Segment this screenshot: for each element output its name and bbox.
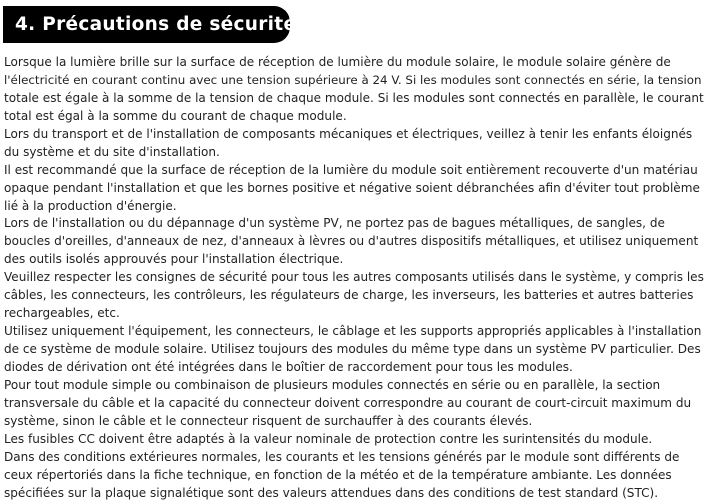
section-title-banner (3, 6, 290, 43)
text-line: Pour tout module simple ou combinaison de plusieurs modules connectés en série ou en parallèle, la section (4, 377, 704, 395)
safety-text-body (4, 54, 704, 502)
text-line: Lors de l'installation ou du dépannage d'un système PV, ne portez pas de bagues métalliques, de sangles, de (4, 215, 704, 233)
text-line: ceux répertoriés dans la fiche technique, en fonction de la météo et de la température ambiante. Les données (4, 467, 704, 485)
text-line: Les fusibles CC doivent être adaptés à la valeur nominale de protection contre les surintensités du module. (4, 431, 704, 449)
text-line: système, sinon le câble et le connecteur risquent de surchauffer à des courants élevés. (4, 413, 704, 431)
text-line: diodes de dérivation ont été intégrées dans le boîtier de raccordement pour tous les modules. (4, 359, 704, 377)
text-line: boucles d'oreilles, d'anneaux de nez, d'anneaux à lèvres ou d'autres dispositifs métalliques, et utilisez uniquement (4, 233, 704, 251)
text-line: opaque pendant l'installation et que les bornes positive et négative soient débranchées afin d'éviter tout problème (4, 180, 704, 198)
text-line: spécifiées sur la plaque signalétique sont des valeurs attendues dans des conditions de test standard (STC). (4, 485, 704, 502)
text-line: des outils isolés approuvés pour l'installation électrique. (4, 251, 704, 269)
text-line: Lors du transport et de l'installation de composants mécaniques et électriques, veillez à tenir les enfants éloignés (4, 126, 704, 144)
text-line: câbles, les connecteurs, les contrôleurs, les régulateurs de charge, les inverseurs, les batteries et autres batteries (4, 287, 704, 305)
text-line: Dans des conditions extérieures normales, les courants et les tensions générés par le module sont différents de (4, 449, 704, 467)
text-line: l'électricité en courant continu avec une tension supérieure à 24 V. Si les modules sont connectés en série, la tension (4, 72, 704, 90)
text-line: Lorsque la lumière brille sur la surface de réception de lumière du module solaire, le module solaire génère de (4, 54, 704, 72)
text-line: rechargeables, etc. (4, 305, 704, 323)
section-title: 4. Précautions de sécurité (3, 14, 296, 35)
text-line: de ce système de module solaire. Utilisez toujours des modules du même type dans un système PV particulier. Des (4, 341, 704, 359)
text-line: total est égal à la somme du courant de chaque module. (4, 108, 704, 126)
text-line: lié à la production d'énergie. (4, 198, 704, 216)
text-line: Utilisez uniquement l'équipement, les connecteurs, le câblage et les supports appropriés applicables à l'installation (4, 323, 704, 341)
text-line: totale est égale à la somme de la tension de chaque module. Si les modules sont connectés en parallèle, le courant (4, 90, 704, 108)
text-line: Il est recommandé que la surface de réception de la lumière du module soit entièrement recouverte d'un matériau (4, 162, 704, 180)
text-line: du système et du site d'installation. (4, 144, 704, 162)
text-line: transversale du câble et la capacité du connecteur doivent correspondre au courant de court-circuit maximum du (4, 395, 704, 413)
text-line: Veuillez respecter les consignes de sécurité pour tous les autres composants utilisés dans le système, y compris les (4, 269, 704, 287)
